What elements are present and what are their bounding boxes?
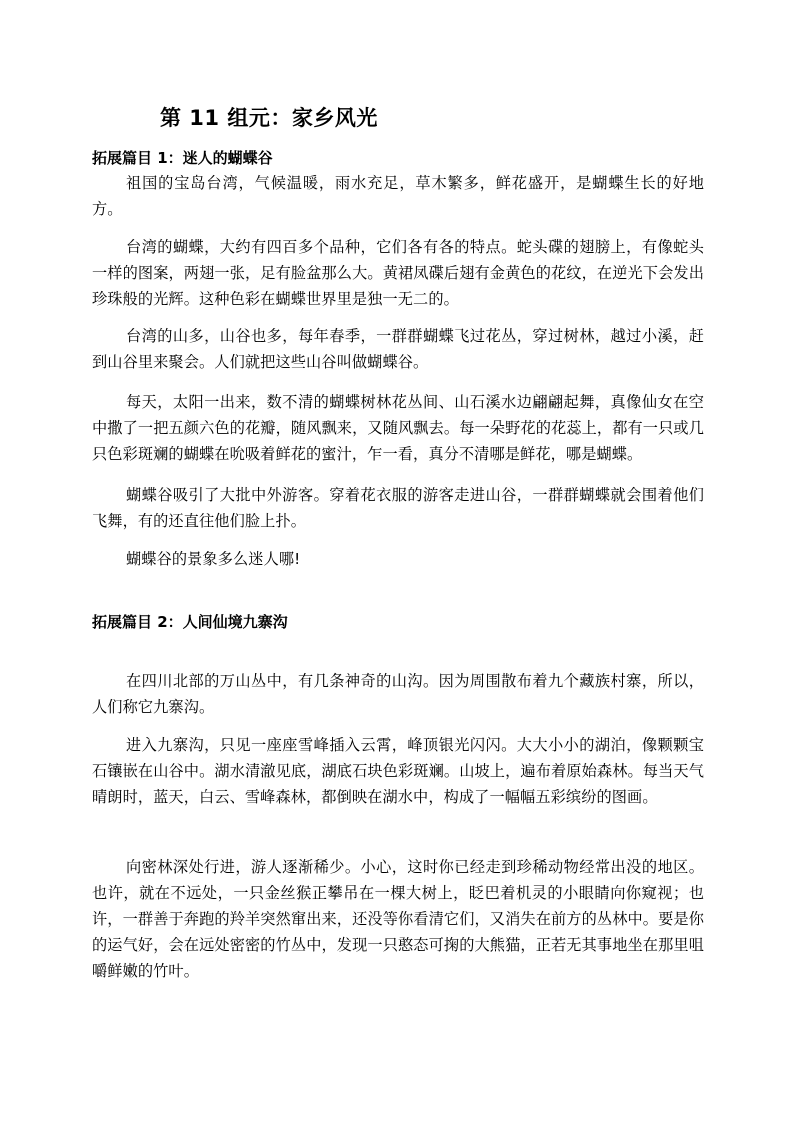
- section-1-paragraph-3: 台湾的山多，山谷也多，每年春季，一群群蝴蝶飞过花丛，穿过树林，越过小溪，赶到山谷里来聚会。人们就把这些山谷叫做蝴蝶谷。: [92, 327, 704, 371]
- section-1-paragraph-5: 蝴蝶谷吸引了大批中外游客。穿着花衣服的游客走进山谷，一群群蝴蝶就会围着他们飞舞，有的还直往他们脸上扑。: [92, 486, 704, 530]
- page-title: 第 11 组元：家乡风光: [160, 106, 378, 130]
- section-2-paragraph-1: 在四川北部的万山丛中，有几条神奇的山沟。因为周围散布着九个藏族村寨，所以，人们称它九寨沟。: [92, 672, 704, 716]
- section-2-paragraph-2: 进入九寨沟，只见一座座雪峰插入云霄，峰顶银光闪闪。大大小小的湖泊，像颗颗宝石镶嵌在山谷中。湖水清澈见底，湖底石块色彩斑斓。山坡上，遍布着原始森林。每当天气晴朗时，蓝天，白云、雪峰森林，都倒映在湖水中，构成了一幅幅五彩缤纷的图画。: [92, 736, 704, 806]
- section-1-paragraph-6: 蝴蝶谷的景象多么迷人哪!: [126, 550, 301, 568]
- section-1-paragraph-2: 台湾的蝴蝶，大约有四百多个品种，它们各有各的特点。蛇头碟的翅膀上，有像蛇头一样的图案，两翅一张，足有脸盆那么大。黄裙凤碟后翅有金黄色的花纹，在逆光下会发出珍珠般的光辉。这种色彩在蝴蝶世界里是独一无二的。: [92, 238, 704, 308]
- section-1-heading: 拓展篇目 1：迷人的蝴蝶谷: [92, 149, 273, 167]
- section-2-paragraph-3: 向密林深处行进，游人逐渐稀少。小心，这时你已经走到珍稀动物经常出没的地区。也许，就在不远处，一只金丝猴正攀吊在一棵大树上，眨巴着机灵的小眼睛向你窥视；也许，一群善于奔跑的羚羊突然窜出来，还没等你看清它们，又消失在前方的丛林中。要是你的运气好，会在远处密密的竹丛中，发现一只憨态可掬的大熊猫，正若无其事地坐在那里咀嚼鲜嫩的竹叶。: [92, 858, 704, 980]
- section-2-heading: 拓展篇目 2：人间仙境九寨沟: [92, 613, 288, 631]
- section-1-paragraph-1: 祖国的宝岛台湾，气候温暖，雨水充足，草木繁多，鲜花盛开，是蝴蝶生长的好地方。: [92, 174, 704, 218]
- section-1-paragraph-4: 每天，太阳一出来，数不清的蝴蝶树林花丛间、山石溪水边翩翩起舞，真像仙女在空中撒了一把五颜六色的花瓣，随风飘来，又随风飘去。每一朵野花的花蕊上，都有一只或几只色彩斑斓的蝴蝶在吮吸着鲜花的蜜汁，乍一看，真分不清哪是鲜花，哪是蝴蝶。: [92, 393, 704, 463]
